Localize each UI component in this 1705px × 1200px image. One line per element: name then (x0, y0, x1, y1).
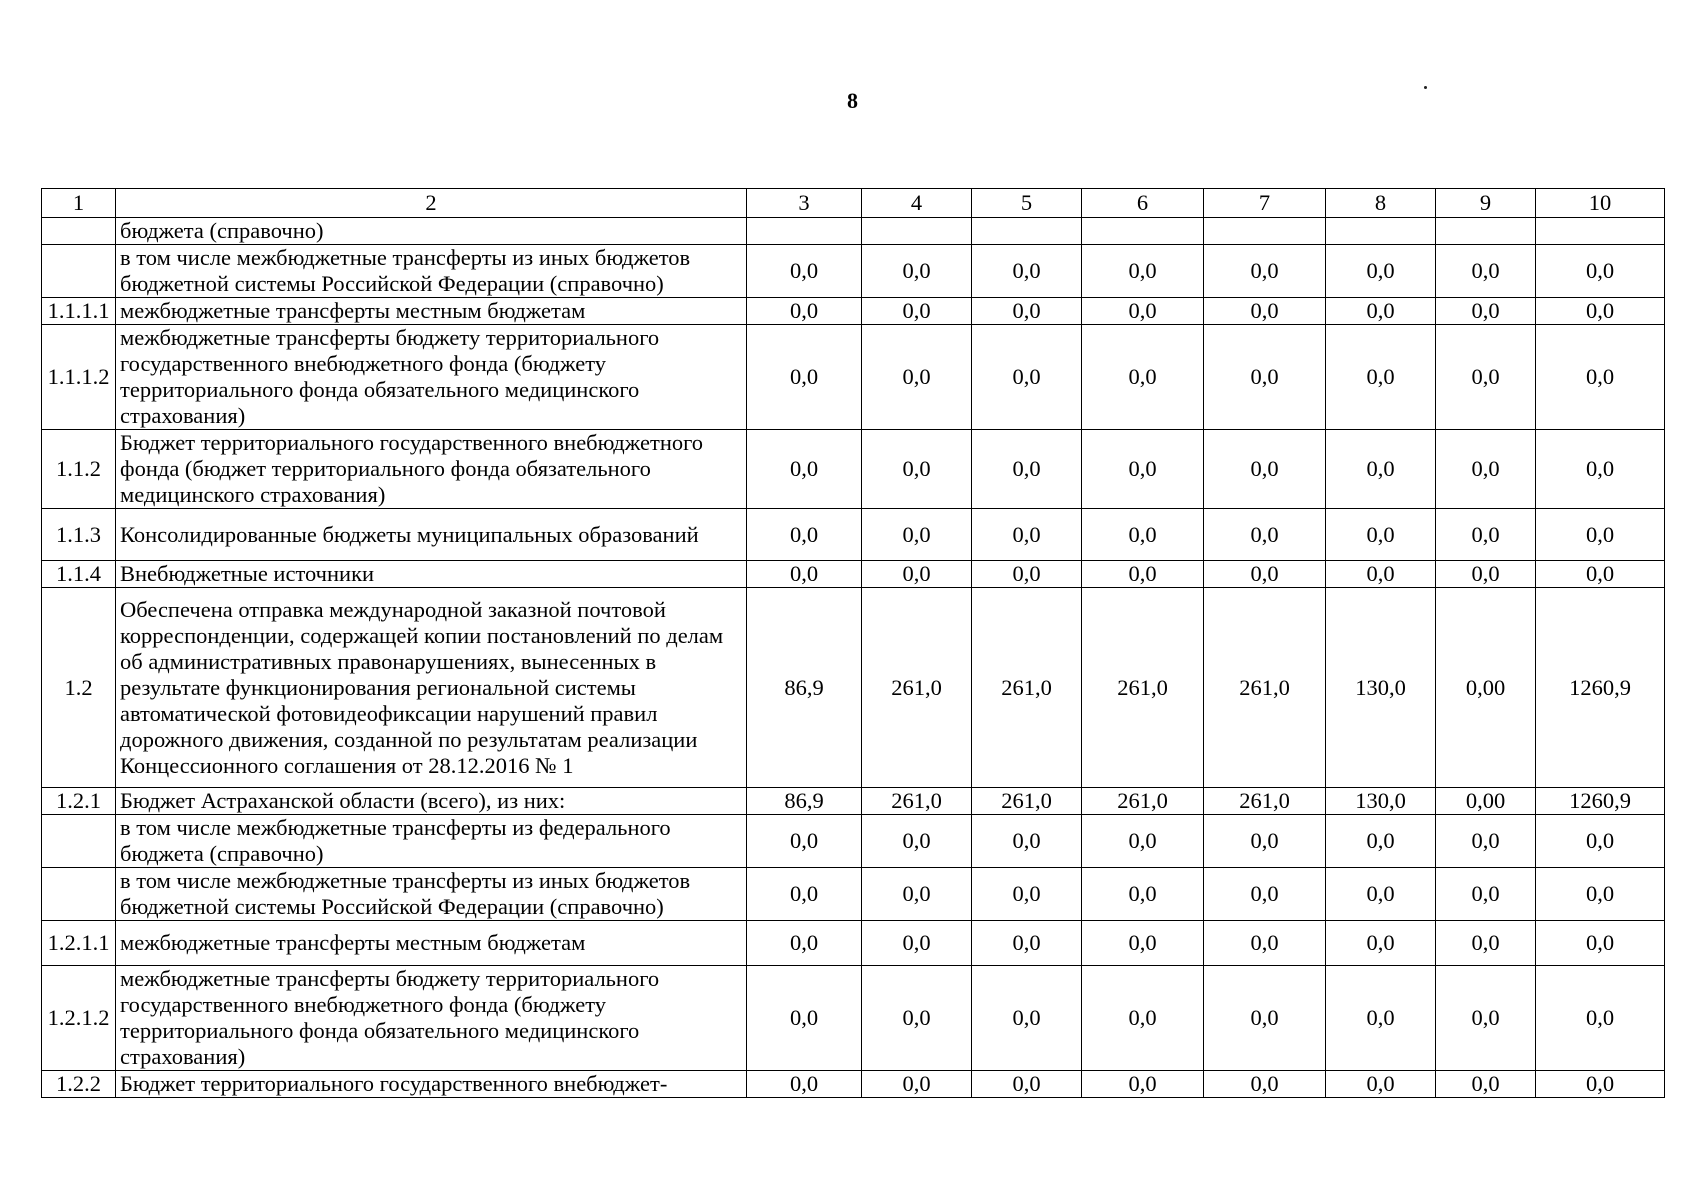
value-cell (1082, 218, 1204, 245)
row-number (42, 218, 116, 245)
value-cell: 0,0 (1082, 298, 1204, 325)
row-description: Внебюджетные источники (116, 561, 747, 588)
row-number: 1.1.1.1 (42, 298, 116, 325)
value-cell: 0,0 (1536, 815, 1665, 868)
value-cell: 0,0 (972, 966, 1082, 1071)
value-cell: 0,0 (972, 868, 1082, 921)
value-cell: 0,0 (747, 298, 862, 325)
header-cell: 2 (116, 189, 747, 218)
value-cell: 0,0 (1326, 430, 1436, 509)
value-cell: 130,0 (1326, 788, 1436, 815)
row-description: межбюджетные трансферты местным бюджетам (116, 298, 747, 325)
value-cell: 0,0 (747, 966, 862, 1071)
header-cell: 9 (1436, 189, 1536, 218)
value-cell: 0,0 (1326, 966, 1436, 1071)
value-cell: 0,0 (1204, 1071, 1326, 1098)
value-cell (747, 218, 862, 245)
value-cell: 261,0 (1082, 788, 1204, 815)
value-cell: 0,0 (1082, 1071, 1204, 1098)
table-row (42, 430, 1665, 509)
value-cell: 0,0 (1436, 325, 1536, 430)
row-number (42, 868, 116, 921)
row-description: Бюджет территориального государственного внебюджет- (116, 1071, 747, 1098)
value-cell: 0,0 (1082, 966, 1204, 1071)
value-cell: 0,0 (972, 815, 1082, 868)
value-cell: 0,0 (1436, 298, 1536, 325)
value-cell: 0,0 (862, 509, 972, 561)
value-cell: 0,0 (747, 921, 862, 966)
value-cell: 0,0 (1326, 325, 1436, 430)
row-description: Обеспечена отправка международной заказной почтовой корреспонденции, содержащей копии постановлений по делам об административных правонарушениях, вынесенных в результате функционирования региональной системы автоматической фотовидеофиксации нарушений правил дорожного движения, созданной по результатам реализации Концессионного соглашения от 28.12.2016 № 1 (116, 588, 747, 788)
value-cell: 0,0 (862, 966, 972, 1071)
value-cell: 0,0 (972, 561, 1082, 588)
row-number: 1.2 (42, 588, 116, 788)
header-cell: 7 (1204, 189, 1326, 218)
table-row (42, 921, 1665, 966)
value-cell: 0,0 (1436, 430, 1536, 509)
value-cell: 0,0 (1204, 561, 1326, 588)
header-cell: 10 (1536, 189, 1665, 218)
table-row (42, 245, 1665, 298)
table-row (42, 298, 1665, 325)
row-description: в том числе межбюджетные трансферты из иных бюджетов бюджетной системы Российской Федерации (справочно) (116, 868, 747, 921)
page-number: 8 (847, 88, 858, 113)
value-cell: 0,0 (972, 1071, 1082, 1098)
value-cell (1436, 218, 1536, 245)
value-cell: 0,0 (1204, 245, 1326, 298)
table-row (42, 561, 1665, 588)
table-body (42, 189, 1665, 1098)
value-cell: 0,0 (862, 921, 972, 966)
value-cell: 0,0 (1082, 815, 1204, 868)
value-cell: 0,0 (747, 325, 862, 430)
row-description: Бюджет Астраханской области (всего), из них: (116, 788, 747, 815)
value-cell: 0,0 (1204, 298, 1326, 325)
value-cell: 261,0 (862, 788, 972, 815)
value-cell: 0,0 (1326, 298, 1436, 325)
value-cell: 0,0 (972, 245, 1082, 298)
value-cell: 0,0 (747, 815, 862, 868)
value-cell: 0,0 (1536, 245, 1665, 298)
value-cell: 0,0 (1082, 561, 1204, 588)
value-cell: 0,0 (972, 921, 1082, 966)
header-cell: 1 (42, 189, 116, 218)
value-cell: 0,0 (1204, 868, 1326, 921)
value-cell: 0,0 (1082, 921, 1204, 966)
budget-table (41, 188, 1665, 1098)
value-cell: 1260,9 (1536, 788, 1665, 815)
value-cell: 0,0 (1326, 561, 1436, 588)
value-cell: 86,9 (747, 588, 862, 788)
value-cell: 0,0 (747, 509, 862, 561)
value-cell: 0,0 (747, 430, 862, 509)
value-cell: 0,0 (1204, 921, 1326, 966)
value-cell: 0,0 (862, 325, 972, 430)
row-description: Бюджет территориального государственного внебюджетного фонда (бюджет территориального фонда обязательного медицинского страхования) (116, 430, 747, 509)
value-cell: 0,0 (1436, 966, 1536, 1071)
value-cell: 0,0 (1204, 509, 1326, 561)
row-number: 1.2.1 (42, 788, 116, 815)
value-cell: 0,0 (1436, 509, 1536, 561)
value-cell: 0,0 (1326, 868, 1436, 921)
table-row (42, 966, 1665, 1071)
row-description: бюджета (справочно) (116, 218, 747, 245)
table-row (42, 509, 1665, 561)
value-cell: 1260,9 (1536, 588, 1665, 788)
value-cell: 0,0 (747, 561, 862, 588)
value-cell: 261,0 (1082, 588, 1204, 788)
table-row (42, 588, 1665, 788)
value-cell (862, 218, 972, 245)
value-cell: 0,0 (747, 1071, 862, 1098)
value-cell (972, 218, 1082, 245)
value-cell: 261,0 (1204, 588, 1326, 788)
value-cell: 0,0 (1082, 509, 1204, 561)
value-cell: 0,0 (1436, 815, 1536, 868)
value-cell: 0,0 (1082, 245, 1204, 298)
table-row (42, 1071, 1665, 1098)
value-cell: 0,00 (1436, 588, 1536, 788)
value-cell (1204, 218, 1326, 245)
value-cell: 0,0 (862, 815, 972, 868)
value-cell: 0,0 (1204, 430, 1326, 509)
value-cell: 0,0 (1436, 868, 1536, 921)
row-number: 1.1.4 (42, 561, 116, 588)
value-cell: 0,0 (1536, 509, 1665, 561)
value-cell: 0,0 (1204, 815, 1326, 868)
row-number: 1.2.1.1 (42, 921, 116, 966)
value-cell: 0,0 (1204, 325, 1326, 430)
row-number: 1.1.2 (42, 430, 116, 509)
value-cell: 0,0 (747, 868, 862, 921)
value-cell: 0,0 (1326, 815, 1436, 868)
value-cell: 261,0 (862, 588, 972, 788)
row-number: 1.1.3 (42, 509, 116, 561)
value-cell: 86,9 (747, 788, 862, 815)
row-number (42, 245, 116, 298)
value-cell: 0,0 (1536, 298, 1665, 325)
value-cell: 0,0 (1082, 430, 1204, 509)
value-cell: 0,0 (862, 245, 972, 298)
value-cell: 261,0 (972, 588, 1082, 788)
table-row (42, 218, 1665, 245)
value-cell: 0,0 (1082, 325, 1204, 430)
value-cell: 0,0 (862, 561, 972, 588)
value-cell: 0,0 (1326, 509, 1436, 561)
row-description: межбюджетные трансферты бюджету территориального государственного внебюджетного фонда (бюджету территориального фонда обязательного медицинского страхования) (116, 325, 747, 430)
value-cell: 0,0 (862, 430, 972, 509)
table-row (42, 788, 1665, 815)
header-row (42, 189, 1665, 218)
table-row (42, 325, 1665, 430)
value-cell: 0,0 (1536, 561, 1665, 588)
value-cell: 0,0 (747, 245, 862, 298)
row-description: в том числе межбюджетные трансферты из иных бюджетов бюджетной системы Российской Федерации (справочно) (116, 245, 747, 298)
value-cell: 130,0 (1326, 588, 1436, 788)
value-cell: 0,00 (1436, 788, 1536, 815)
value-cell: 0,0 (1436, 1071, 1536, 1098)
value-cell: 0,0 (972, 509, 1082, 561)
row-number: 1.2.2 (42, 1071, 116, 1098)
table-row (42, 815, 1665, 868)
value-cell: 0,0 (1536, 325, 1665, 430)
value-cell: 0,0 (1326, 245, 1436, 298)
scan-speck (1424, 86, 1427, 89)
value-cell: 0,0 (1082, 868, 1204, 921)
row-description: Консолидированные бюджеты муниципальных образований (116, 509, 747, 561)
value-cell: 0,0 (862, 868, 972, 921)
value-cell: 0,0 (1204, 966, 1326, 1071)
value-cell: 261,0 (972, 788, 1082, 815)
value-cell: 0,0 (1536, 921, 1665, 966)
row-number: 1.1.1.2 (42, 325, 116, 430)
value-cell: 261,0 (1204, 788, 1326, 815)
header-cell: 8 (1326, 189, 1436, 218)
value-cell: 0,0 (1436, 561, 1536, 588)
row-description: межбюджетные трансферты бюджету территориального государственного внебюджетного фонда (бюджету территориального фонда обязательного медицинского страхования) (116, 966, 747, 1071)
value-cell: 0,0 (1536, 966, 1665, 1071)
value-cell (1536, 218, 1665, 245)
value-cell: 0,0 (972, 298, 1082, 325)
value-cell: 0,0 (1436, 921, 1536, 966)
row-number: 1.2.1.2 (42, 966, 116, 1071)
header-cell: 3 (747, 189, 862, 218)
value-cell: 0,0 (862, 1071, 972, 1098)
table-row (42, 868, 1665, 921)
row-description: межбюджетные трансферты местным бюджетам (116, 921, 747, 966)
value-cell: 0,0 (1436, 245, 1536, 298)
header-cell: 6 (1082, 189, 1204, 218)
header-cell: 5 (972, 189, 1082, 218)
value-cell: 0,0 (972, 325, 1082, 430)
value-cell: 0,0 (1326, 921, 1436, 966)
value-cell: 0,0 (1536, 868, 1665, 921)
value-cell: 0,0 (1536, 1071, 1665, 1098)
value-cell: 0,0 (972, 430, 1082, 509)
value-cell: 0,0 (1536, 430, 1665, 509)
row-description: в том числе межбюджетные трансферты из федерального бюджета (справочно) (116, 815, 747, 868)
row-number (42, 815, 116, 868)
value-cell (1326, 218, 1436, 245)
header-cell: 4 (862, 189, 972, 218)
value-cell: 0,0 (862, 298, 972, 325)
value-cell: 0,0 (1326, 1071, 1436, 1098)
